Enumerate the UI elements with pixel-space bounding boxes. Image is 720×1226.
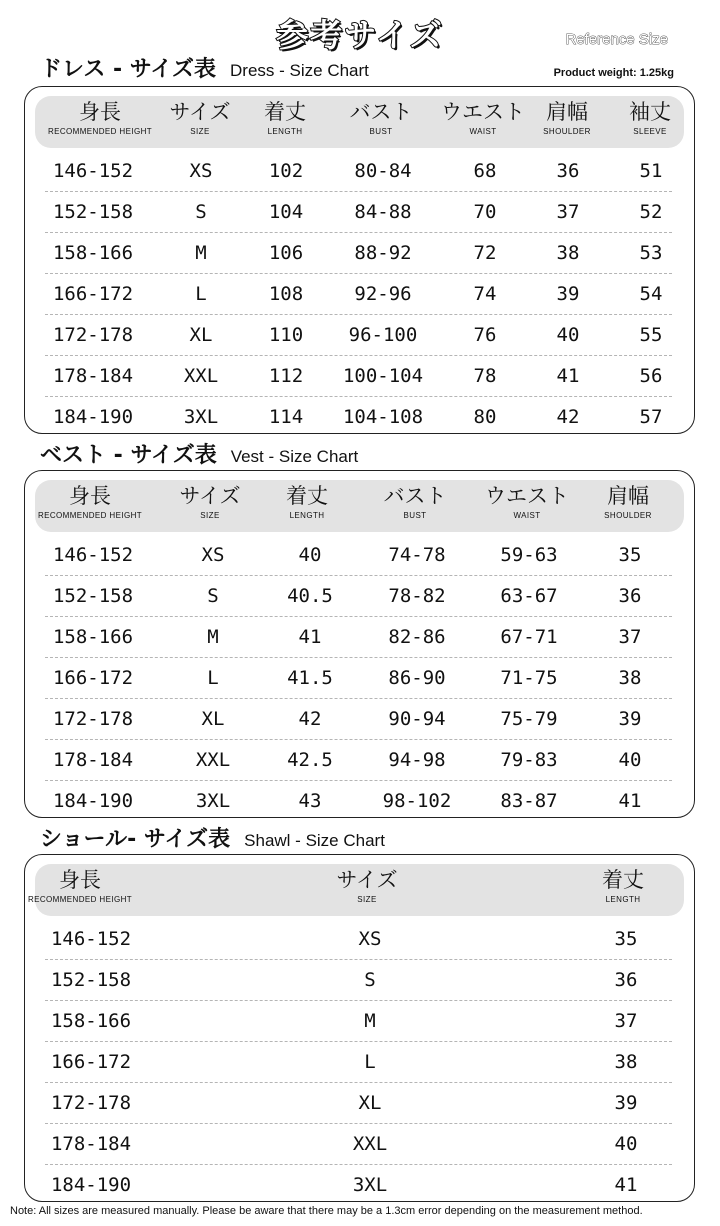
shawl-table-cell: 146-152 [50, 928, 132, 950]
vest-header-jp: ウエスト [485, 484, 569, 508]
vest-table-cell: 37 [618, 626, 642, 648]
vest-header-jp: 着丈 [286, 484, 328, 508]
vest-header-en: BUST [403, 511, 427, 520]
vest-header-jp: 肩幅 [607, 484, 649, 508]
shawl-table-cell: 41 [614, 1174, 638, 1196]
shawl-section-title [40, 822, 385, 853]
vest-table-cell: 40 [298, 544, 322, 566]
dress-table-cell: 3XL [183, 406, 219, 428]
vest-table-cell: 41.5 [287, 667, 333, 689]
vest-header-cell [179, 480, 240, 532]
shawl-table-row [45, 1124, 672, 1165]
dress-table-cell: 96-100 [348, 324, 418, 346]
shawl-table-header [27, 864, 684, 916]
vest-table-cell: 42 [298, 708, 322, 730]
shawl-header-en: SIZE [357, 895, 377, 904]
dress-table-cell: 52 [639, 201, 663, 223]
vest-table-cell: 79-83 [500, 749, 558, 771]
dress-table-cell: 53 [639, 242, 663, 264]
vest-header-jp: 身長 [69, 484, 111, 508]
dress-table-row [45, 192, 672, 233]
dress-table-cell: 39 [556, 283, 580, 305]
vest-table-row [45, 576, 672, 617]
dress-header-cell [441, 96, 525, 148]
vest-table-cell: 3XL [195, 790, 231, 812]
vest-section-title [40, 438, 358, 469]
dress-table-cell: 37 [556, 201, 580, 223]
dress-header-jp: 身長 [79, 100, 121, 124]
shawl-table-row [45, 1165, 672, 1205]
vest-table-cell: 41 [298, 626, 322, 648]
vest-table-row [45, 699, 672, 740]
shawl-table-cell: XS [358, 928, 382, 950]
dress-table-cell: 114 [268, 406, 304, 428]
vest-header-cell [384, 480, 447, 532]
dress-table-cell: 56 [639, 365, 663, 387]
shawl-size-table [24, 854, 695, 1202]
dress-size-table [24, 86, 695, 434]
dress-table-cell: 55 [639, 324, 663, 346]
dress-table-cell: 80-84 [354, 160, 412, 182]
dress-table-cell: 76 [473, 324, 497, 346]
vest-table-cell: 146-152 [52, 544, 134, 566]
dress-table-cell: 106 [268, 242, 304, 264]
dress-header-jp: 肩幅 [546, 100, 588, 124]
vest-table-cell: 82-86 [388, 626, 446, 648]
dress-table-cell: 158-166 [52, 242, 134, 264]
dress-header-en: SHOULDER [543, 127, 591, 136]
vest-table-cell: 178-184 [52, 749, 134, 771]
dress-table-cell: 38 [556, 242, 580, 264]
dress-table-cell: L [195, 283, 207, 305]
vest-header-jp: バスト [383, 484, 447, 508]
vest-table-cell: 40.5 [287, 585, 333, 607]
dress-header-cell [169, 96, 230, 148]
vest-table-cell: 94-98 [388, 749, 446, 771]
vest-table-cell: 166-172 [52, 667, 134, 689]
vest-table-cell: 36 [618, 585, 642, 607]
vest-table-cell: 184-190 [52, 790, 134, 812]
dress-table-cell: 42 [556, 406, 580, 428]
shawl-table-cell: 178-184 [50, 1133, 132, 1155]
vest-table-cell: 40 [618, 749, 642, 771]
dress-header-cell [543, 96, 591, 148]
dress-table-header [35, 96, 684, 148]
dress-title-en: Dress - Size Chart [230, 61, 369, 80]
vest-header-en: WAIST [513, 511, 541, 520]
vest-table-header [35, 480, 684, 532]
vest-table-cell: M [207, 626, 219, 648]
shawl-table-cell: 3XL [352, 1174, 388, 1196]
shawl-table-row [45, 1083, 672, 1124]
vest-table-cell: 83-87 [500, 790, 558, 812]
dress-table-cell: 51 [639, 160, 663, 182]
vest-header-cell [286, 480, 328, 532]
vest-header-cell [604, 480, 652, 532]
shawl-table-cell: 40 [614, 1133, 638, 1155]
dress-table-cell: 41 [556, 365, 580, 387]
vest-table-cell: 38 [618, 667, 642, 689]
shawl-table-cell: S [364, 969, 376, 991]
shawl-table-cell: M [364, 1010, 376, 1032]
shawl-header-cell [28, 864, 132, 916]
vest-table-cell: 42.5 [287, 749, 333, 771]
dress-table-cell: 108 [268, 283, 304, 305]
dress-table-cell: 54 [639, 283, 663, 305]
vest-table-row [45, 617, 672, 658]
dress-table-cell: 178-184 [52, 365, 134, 387]
dress-table-cell: 72 [473, 242, 497, 264]
vest-table-cell: S [207, 585, 219, 607]
vest-table-cell: 41 [618, 790, 642, 812]
dress-table-cell: 78 [473, 365, 497, 387]
dress-table-row [45, 397, 672, 437]
measurement-note: Note: All sizes are measured manually. Please be aware that there may be a 1.3cm error depending on the measurement method. [10, 1205, 643, 1217]
dress-header-en: BUST [369, 127, 393, 136]
shawl-table-cell: 39 [614, 1092, 638, 1114]
vest-table-cell: 90-94 [388, 708, 446, 730]
vest-table-row [45, 658, 672, 699]
shawl-table-cell: 35 [614, 928, 638, 950]
dress-table-row [45, 151, 672, 192]
shawl-table-cell: XL [358, 1092, 382, 1114]
dress-header-en: WAIST [469, 127, 497, 136]
dress-table-cell: XXL [183, 365, 219, 387]
shawl-table-row [45, 960, 672, 1001]
dress-header-jp: 袖丈 [629, 100, 671, 124]
dress-table-cell: 104-108 [342, 406, 424, 428]
vest-title-jp: ベスト - サイズ表 [40, 443, 217, 468]
shawl-table-cell: 37 [614, 1010, 638, 1032]
dress-table-cell: 36 [556, 160, 580, 182]
dress-table-cell: 112 [268, 365, 304, 387]
vest-table-cell: 75-79 [500, 708, 558, 730]
dress-header-cell [629, 96, 671, 148]
dress-table-row [45, 233, 672, 274]
vest-table-cell: 152-158 [52, 585, 134, 607]
shawl-header-en: RECOMMENDED HEIGHT [27, 895, 133, 904]
shawl-title-en: Shawl - Size Chart [244, 831, 385, 850]
dress-table-cell: 40 [556, 324, 580, 346]
dress-header-jp: サイズ [169, 100, 231, 124]
dress-table-cell: 146-152 [52, 160, 134, 182]
dress-title-jp: ドレス - サイズ表 [40, 57, 217, 82]
shawl-header-jp: 身長 [59, 868, 101, 892]
vest-table-cell: 78-82 [388, 585, 446, 607]
vest-table-cell: 35 [618, 544, 642, 566]
vest-header-en: SHOULDER [604, 511, 652, 520]
dress-header-cell [48, 96, 152, 148]
vest-header-cell [38, 480, 142, 532]
shawl-header-jp: 着丈 [602, 868, 644, 892]
shawl-table-cell: 166-172 [50, 1051, 132, 1073]
shawl-table-cell: 152-158 [50, 969, 132, 991]
dress-header-en: LENGTH [267, 127, 303, 136]
vest-header-en: LENGTH [289, 511, 325, 520]
dress-table-cell: S [195, 201, 207, 223]
dress-header-jp: ウエスト [441, 100, 525, 124]
dress-header-cell [350, 96, 413, 148]
dress-table-cell: 104 [268, 201, 304, 223]
vest-table-cell: 158-166 [52, 626, 134, 648]
vest-header-jp: サイズ [179, 484, 241, 508]
vest-table-cell: 39 [618, 708, 642, 730]
vest-table-row [45, 535, 672, 576]
dress-table-cell: 166-172 [52, 283, 134, 305]
shawl-header-cell [336, 864, 397, 916]
vest-table-row [45, 740, 672, 781]
dress-header-en: SLEEVE [633, 127, 667, 136]
vest-table-cell: XL [201, 708, 225, 730]
dress-table-cell: 74 [473, 283, 497, 305]
dress-table-cell: 184-190 [52, 406, 134, 428]
vest-table-cell: XS [201, 544, 225, 566]
dress-header-en: RECOMMENDED HEIGHT [47, 127, 153, 136]
page-title: 参考サイズ [276, 16, 444, 54]
dress-table-cell: 57 [639, 406, 663, 428]
vest-table-cell: 172-178 [52, 708, 134, 730]
shawl-table-cell: L [364, 1051, 376, 1073]
vest-table-cell: 71-75 [500, 667, 558, 689]
shawl-table-row [45, 1001, 672, 1042]
dress-table-cell: 80 [473, 406, 497, 428]
page-subtitle: Reference Size [565, 31, 668, 48]
shawl-table-cell: 184-190 [50, 1174, 132, 1196]
dress-table-cell: 102 [268, 160, 304, 182]
shawl-table-cell: 172-178 [50, 1092, 132, 1114]
dress-table-cell: M [195, 242, 207, 264]
shawl-header-cell [602, 864, 644, 916]
dress-table-cell: XS [189, 160, 213, 182]
vest-table-cell: 74-78 [388, 544, 446, 566]
vest-size-table [24, 470, 695, 818]
dress-table-cell: 152-158 [52, 201, 134, 223]
vest-table-cell: 67-71 [500, 626, 558, 648]
shawl-table-cell: XXL [352, 1133, 388, 1155]
dress-table-cell: 84-88 [354, 201, 412, 223]
dress-table-cell: 70 [473, 201, 497, 223]
vest-table-cell: 59-63 [500, 544, 558, 566]
vest-header-cell [485, 480, 569, 532]
product-weight: Product weight: 1.25kg [553, 67, 674, 79]
dress-table-cell: 88-92 [354, 242, 412, 264]
dress-header-jp: バスト [349, 100, 413, 124]
dress-header-cell [264, 96, 306, 148]
vest-table-cell: L [207, 667, 219, 689]
shawl-table-cell: 158-166 [50, 1010, 132, 1032]
dress-table-row [45, 274, 672, 315]
shawl-header-jp: サイズ [336, 868, 398, 892]
dress-table-cell: 110 [268, 324, 304, 346]
dress-table-cell: XL [189, 324, 213, 346]
shawl-table-cell: 36 [614, 969, 638, 991]
vest-table-row [45, 781, 672, 821]
dress-table-row [45, 356, 672, 397]
dress-table-cell: 172-178 [52, 324, 134, 346]
vest-header-en: RECOMMENDED HEIGHT [37, 511, 143, 520]
shawl-title-jp: ショール- サイズ表 [40, 827, 231, 852]
dress-section-title [40, 52, 369, 83]
dress-table-cell: 100-104 [342, 365, 424, 387]
vest-title-en: Vest - Size Chart [230, 447, 359, 466]
vest-table-cell: XXL [195, 749, 231, 771]
vest-table-cell: 98-102 [382, 790, 452, 812]
dress-table-cell: 68 [473, 160, 497, 182]
vest-table-cell: 63-67 [500, 585, 558, 607]
vest-table-cell: 43 [298, 790, 322, 812]
shawl-header-en: LENGTH [605, 895, 641, 904]
dress-header-en: SIZE [190, 127, 210, 136]
shawl-table-row [45, 919, 672, 960]
vest-table-cell: 86-90 [388, 667, 446, 689]
dress-table-cell: 92-96 [354, 283, 412, 305]
shawl-table-row [45, 1042, 672, 1083]
dress-table-row [45, 315, 672, 356]
dress-header-jp: 着丈 [264, 100, 306, 124]
vest-header-en: SIZE [200, 511, 220, 520]
shawl-table-cell: 38 [614, 1051, 638, 1073]
